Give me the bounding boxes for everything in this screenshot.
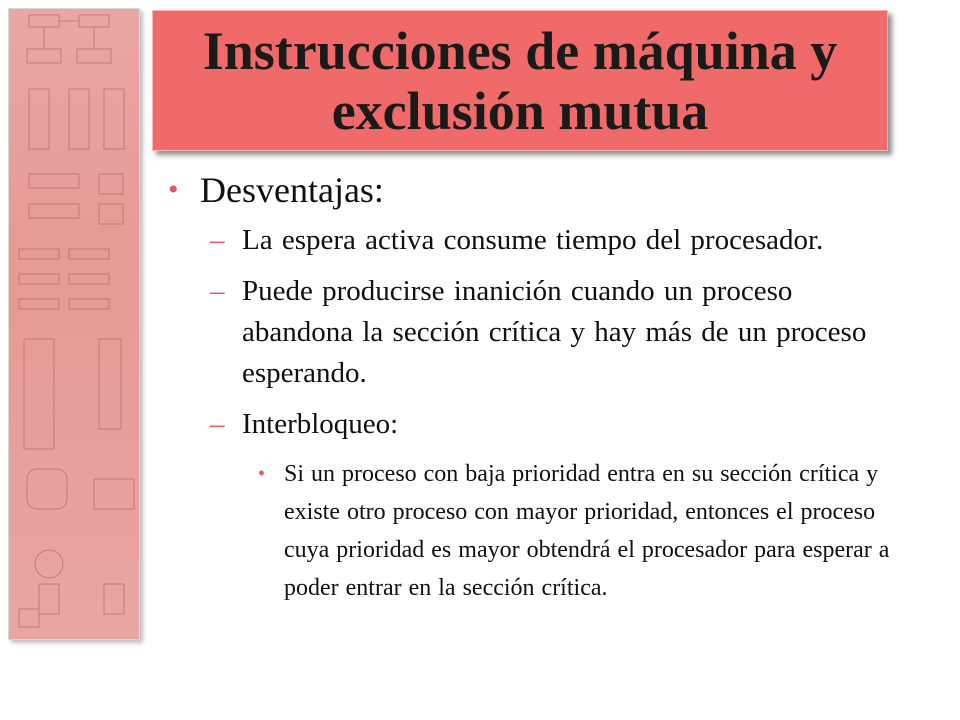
bullet-heading bbox=[160, 168, 900, 212]
bullet-dot-icon: • bbox=[168, 173, 179, 206]
slide-content bbox=[160, 168, 900, 607]
list-item bbox=[160, 271, 900, 394]
decorative-diagram-strip bbox=[8, 8, 140, 640]
list-item bbox=[160, 220, 900, 261]
list-item-text: La espera activa consume tiempo del procesador. bbox=[242, 224, 824, 256]
dash-icon: – bbox=[210, 224, 225, 256]
slide-title-box bbox=[152, 10, 888, 151]
heading-text: Desventajas: bbox=[200, 170, 384, 210]
dash-icon: – bbox=[210, 275, 225, 307]
sub-list-item bbox=[160, 455, 900, 607]
bullet-dot-icon: • bbox=[258, 463, 266, 485]
list-item bbox=[160, 404, 900, 445]
list-item-text: Interbloqueo: bbox=[242, 408, 399, 440]
decorative-diagram-art bbox=[9, 9, 139, 639]
sub-list-item-text: Si un proceso con baja prioridad entra en su sección crítica y existe otro proceso con mayor prioridad, entonces el proceso cuya prioridad es mayor obtendrá el procesador para esperar a poder entrar en la sección crítica. bbox=[284, 461, 890, 601]
list-item-text: Puede producirse inanición cuando un proceso abandona la sección crítica y hay más de un proceso esperando. bbox=[242, 275, 867, 389]
slide-title: Instrucciones de máquina y exclusión mutua bbox=[202, 20, 838, 141]
dash-icon: – bbox=[210, 408, 225, 440]
